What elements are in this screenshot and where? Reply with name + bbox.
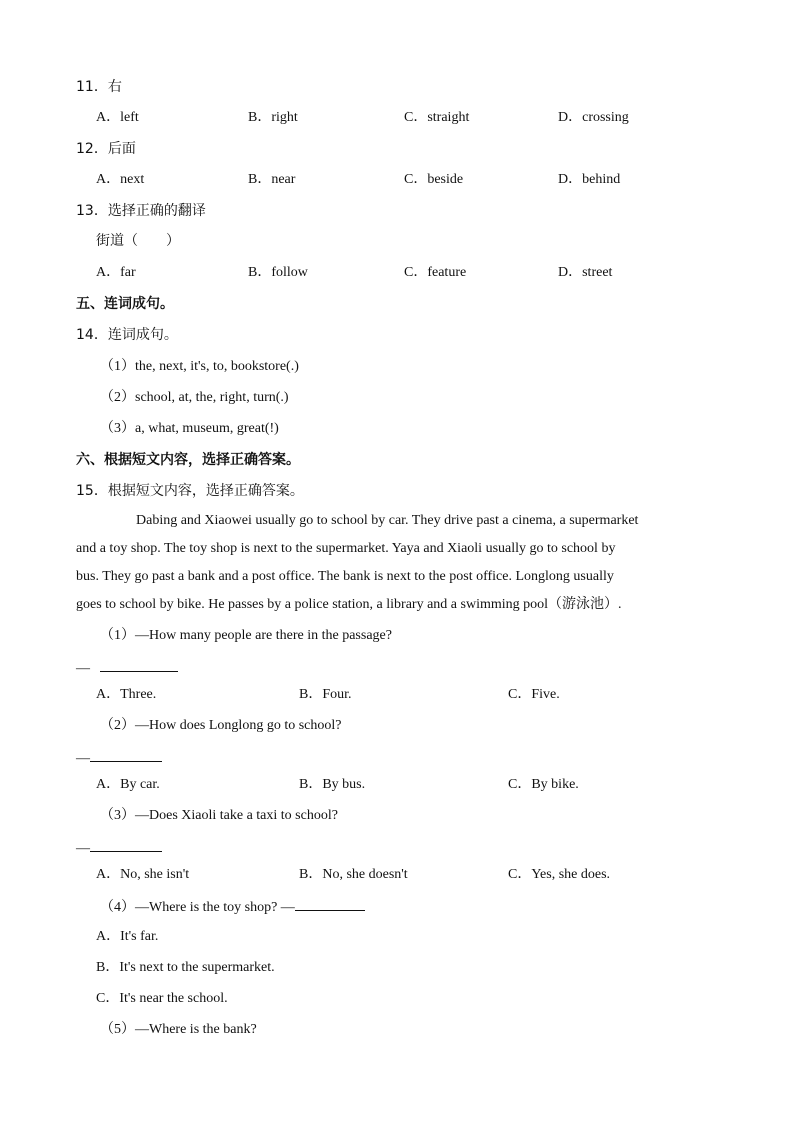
answer-blank[interactable] [90,747,162,762]
sub-question-2-option-b: B．By bus. [299,777,366,792]
answer-blank[interactable] [295,896,365,911]
sub-question-2-option-c: C．By bike. [508,777,579,792]
section-5-title: 五、连词成句。 [76,296,174,312]
answer-dash: — [76,661,90,676]
question-12-stem: 12．后面 [76,141,136,157]
question-14-item-3: （3）a, what, museum, great(!) [100,421,279,436]
sub-question-4-option-c: C．It's near the school. [96,991,228,1006]
passage-line-1: Dabing and Xiaowei usually go to school by car. They drive past a cinema, a supermarket [136,513,639,528]
passage-line-2: and a toy shop. The toy shop is next to the supermarket. Yaya and Xiaoli usually go to school by [76,541,616,556]
question-11-option-a: A．left [96,110,139,125]
sub-question-1-option-c: C．Five. [508,687,560,702]
question-12-option-c: C．beside [404,172,464,187]
answer-blank[interactable] [100,657,178,672]
question-13-option-b: B．follow [248,265,308,280]
sub-question-3-option-a: A．No, she isn't [96,867,190,882]
sub-question-4-text: （4）—Where is the toy shop? — [100,900,295,915]
sub-question-4-option-b: B．It's next to the supermarket. [96,960,275,975]
question-13-option-d: D．street [558,265,613,280]
sub-question-1-option-b: B．Four. [299,687,352,702]
sub-question-2-answer [76,747,162,769]
question-15-stem: 15．根据短文内容，选择正确答案。 [76,483,304,499]
question-13-prompt: 街道（ ） [96,233,180,249]
sub-question-1-answer [76,657,178,679]
sub-question-2-option-a: A．By car. [96,777,160,792]
question-12-option-d: D．behind [558,172,621,187]
question-12-option-b: B．near [248,172,296,187]
answer-dash: — [76,841,90,856]
passage-line-4: goes to school by bike. He passes by a police station, a library and a swimming pool（游泳池）. [76,597,622,612]
question-14-item-2: （2）school, at, the, right, turn(.) [100,390,289,405]
question-13-option-c: C．feature [404,265,467,280]
answer-blank[interactable] [90,837,162,852]
question-13-option-a: A．far [96,265,136,280]
question-11-option-b: B．right [248,110,298,125]
sub-question-3-option-c: C．Yes, she does. [508,867,611,882]
sub-question-3-option-b: B．No, she doesn't [299,867,408,882]
sub-question-3: （3）—Does Xiaoli take a taxi to school? [100,808,338,823]
sub-question-1: （1）—How many people are there in the passage? [100,628,392,643]
sub-question-5: （5）—Where is the bank? [100,1022,257,1037]
section-6-title: 六、根据短文内容，选择正确答案。 [76,452,300,468]
sub-question-4-option-a: A．It's far. [96,929,159,944]
passage-line-3: bus. They go past a bank and a post office. The bank is next to the post office. Longlong usually [76,569,614,584]
answer-dash: — [76,751,90,766]
question-12-option-a: A．next [96,172,145,187]
sub-question-2: （2）—How does Longlong go to school? [100,718,342,733]
question-11-option-c: C．straight [404,110,470,125]
reading-passage [76,507,712,619]
question-11-stem: 11．右 [76,79,122,95]
sub-question-4 [100,896,365,918]
question-14-item-1: （1）the, next, it's, to, bookstore(.) [100,359,299,374]
sub-question-3-answer [76,837,162,859]
question-11-option-d: D．crossing [558,110,629,125]
question-13-stem: 13．选择正确的翻译 [76,203,206,219]
sub-question-1-option-a: A．Three. [96,687,157,702]
question-14-stem: 14．连词成句。 [76,327,178,343]
